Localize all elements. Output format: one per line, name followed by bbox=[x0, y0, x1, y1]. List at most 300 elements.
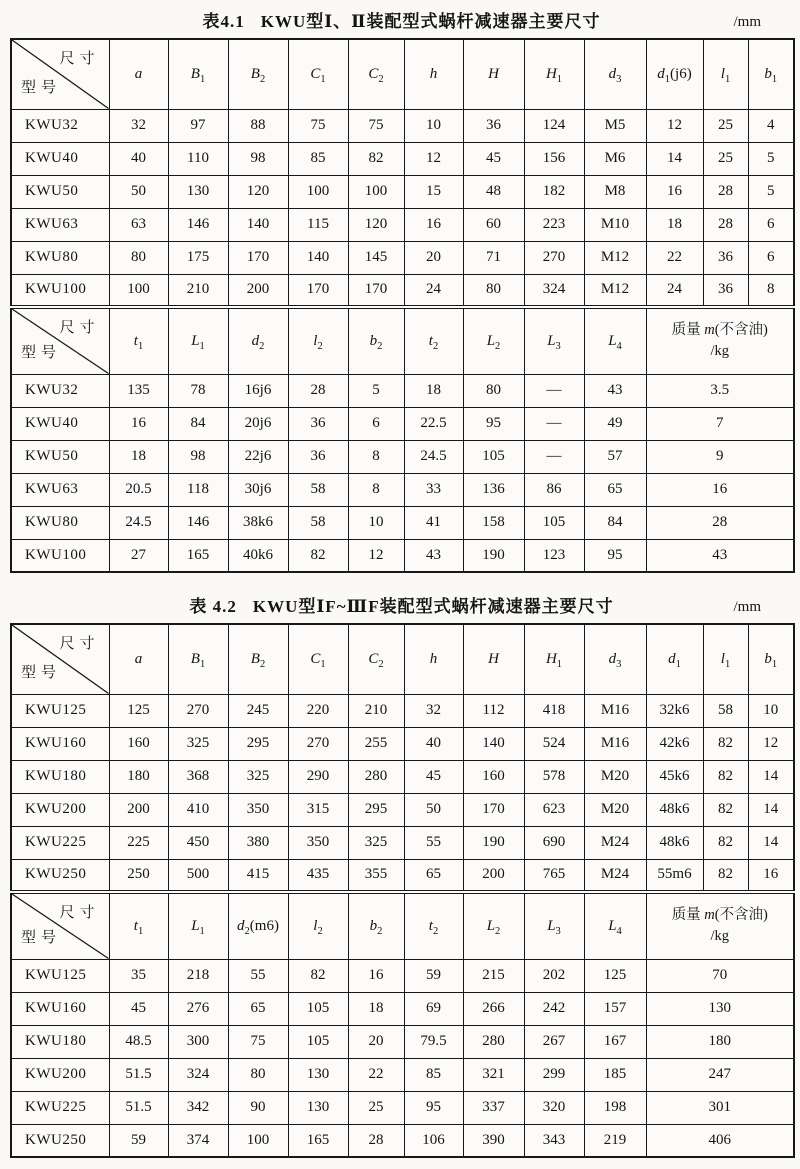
value-cell: 24.5 bbox=[404, 440, 463, 473]
column-header: $L_4$ bbox=[584, 892, 646, 959]
value-cell: 71 bbox=[463, 241, 524, 274]
table-row bbox=[11, 1124, 794, 1157]
value-cell: 100 bbox=[348, 175, 404, 208]
value-cell: 58 bbox=[288, 473, 348, 506]
value-cell: 45k6 bbox=[646, 760, 703, 793]
value-cell: M5 bbox=[584, 109, 646, 142]
value-cell: 290 bbox=[288, 760, 348, 793]
model-cell: KWU200 bbox=[11, 1058, 109, 1091]
value-cell: 49 bbox=[584, 407, 646, 440]
value-cell: 219 bbox=[584, 1124, 646, 1157]
value-cell: 69 bbox=[404, 992, 463, 1025]
value-cell: 156 bbox=[524, 142, 584, 175]
column-header: $L_2$ bbox=[463, 892, 524, 959]
value-cell: 55 bbox=[404, 826, 463, 859]
value-cell: 120 bbox=[348, 208, 404, 241]
unit-label: /mm bbox=[733, 599, 761, 615]
column-header: a bbox=[109, 624, 168, 694]
corner-label-model: 型号 bbox=[21, 345, 62, 362]
value-cell: 80 bbox=[463, 274, 524, 307]
column-header: $d_1(j6)$ bbox=[646, 39, 703, 109]
header-row bbox=[11, 892, 794, 959]
value-cell: 343 bbox=[524, 1124, 584, 1157]
corner-label-dimension: 尺寸 bbox=[59, 51, 100, 67]
value-cell: 63 bbox=[109, 208, 168, 241]
value-cell: 355 bbox=[348, 859, 404, 892]
value-cell: 160 bbox=[109, 727, 168, 760]
value-cell: 157 bbox=[584, 992, 646, 1025]
table-row bbox=[11, 694, 794, 727]
value-cell: 267 bbox=[524, 1025, 584, 1058]
value-cell: 57 bbox=[584, 440, 646, 473]
value-cell: 10 bbox=[348, 506, 404, 539]
caption-number: 表4.1 bbox=[202, 12, 245, 31]
value-cell: 146 bbox=[168, 208, 228, 241]
column-header: H bbox=[463, 624, 524, 694]
caption-number: 表 4.2 bbox=[189, 597, 237, 616]
value-cell: 82 bbox=[703, 760, 748, 793]
value-cell: 390 bbox=[463, 1124, 524, 1157]
value-cell: 59 bbox=[404, 959, 463, 992]
value-cell: 198 bbox=[584, 1091, 646, 1124]
value-cell: 270 bbox=[524, 241, 584, 274]
value-cell: 136 bbox=[463, 473, 524, 506]
column-header: $L_1$ bbox=[168, 307, 228, 374]
value-cell: 210 bbox=[168, 274, 228, 307]
value-cell: M10 bbox=[584, 208, 646, 241]
column-header: $B_2$ bbox=[228, 39, 288, 109]
value-cell: 75 bbox=[228, 1025, 288, 1058]
value-cell: 95 bbox=[584, 539, 646, 572]
model-cell: KWU32 bbox=[11, 374, 109, 407]
table-row bbox=[11, 407, 794, 440]
value-cell: 40 bbox=[404, 727, 463, 760]
model-cell: KWU63 bbox=[11, 208, 109, 241]
value-cell: 82 bbox=[288, 959, 348, 992]
value-cell: 45 bbox=[404, 760, 463, 793]
model-cell: KWU225 bbox=[11, 1091, 109, 1124]
table-row bbox=[11, 1091, 794, 1124]
value-cell: 500 bbox=[168, 859, 228, 892]
value-cell: 200 bbox=[228, 274, 288, 307]
model-cell: KWU200 bbox=[11, 793, 109, 826]
value-cell: 380 bbox=[228, 826, 288, 859]
value-cell: 65 bbox=[404, 859, 463, 892]
value-cell: 55m6 bbox=[646, 859, 703, 892]
model-cell: KWU50 bbox=[11, 440, 109, 473]
value-cell: 36 bbox=[288, 440, 348, 473]
value-cell: 170 bbox=[288, 274, 348, 307]
value-cell: 218 bbox=[168, 959, 228, 992]
value-cell: 16 bbox=[646, 175, 703, 208]
column-header: $L_2$ bbox=[463, 307, 524, 374]
value-cell: M20 bbox=[584, 793, 646, 826]
model-cell: KWU250 bbox=[11, 1124, 109, 1157]
value-cell: 170 bbox=[228, 241, 288, 274]
column-header: $C_1$ bbox=[288, 624, 348, 694]
value-cell: 324 bbox=[524, 274, 584, 307]
value-cell: 18 bbox=[109, 440, 168, 473]
column-header: $t_2$ bbox=[404, 307, 463, 374]
value-cell: 18 bbox=[404, 374, 463, 407]
value-cell: 100 bbox=[228, 1124, 288, 1157]
value-cell: 215 bbox=[463, 959, 524, 992]
value-cell: 88 bbox=[228, 109, 288, 142]
value-cell: 8 bbox=[348, 440, 404, 473]
column-header: $b_1$ bbox=[748, 39, 794, 109]
value-cell: 190 bbox=[463, 826, 524, 859]
value-cell: 12 bbox=[404, 142, 463, 175]
value-cell: 14 bbox=[646, 142, 703, 175]
table-row bbox=[11, 142, 794, 175]
value-cell: 86 bbox=[524, 473, 584, 506]
value-cell: 24.5 bbox=[109, 506, 168, 539]
value-cell: 115 bbox=[288, 208, 348, 241]
value-cell: 8 bbox=[748, 274, 794, 307]
value-cell: 5 bbox=[348, 374, 404, 407]
column-header: $B_1$ bbox=[168, 39, 228, 109]
column-header: $b_2$ bbox=[348, 892, 404, 959]
value-cell: 36 bbox=[288, 407, 348, 440]
value-cell: 85 bbox=[288, 142, 348, 175]
value-cell: M12 bbox=[584, 241, 646, 274]
value-cell: 280 bbox=[463, 1025, 524, 1058]
value-cell: 124 bbox=[524, 109, 584, 142]
column-header: $l_2$ bbox=[288, 307, 348, 374]
column-header: $d_1$ bbox=[646, 624, 703, 694]
value-cell: 38k6 bbox=[228, 506, 288, 539]
model-cell: KWU160 bbox=[11, 727, 109, 760]
table-row bbox=[11, 506, 794, 539]
value-cell: 32k6 bbox=[646, 694, 703, 727]
value-cell: 165 bbox=[168, 539, 228, 572]
value-cell: 220 bbox=[288, 694, 348, 727]
value-cell: 295 bbox=[348, 793, 404, 826]
value-cell: 28 bbox=[348, 1124, 404, 1157]
value-cell: 16 bbox=[348, 959, 404, 992]
value-cell: 167 bbox=[584, 1025, 646, 1058]
value-cell: 20 bbox=[348, 1025, 404, 1058]
value-cell: 82 bbox=[703, 859, 748, 892]
value-cell: 105 bbox=[288, 1025, 348, 1058]
value-cell: 40 bbox=[109, 142, 168, 175]
value-cell: 60 bbox=[463, 208, 524, 241]
mass-header-line2: /kg bbox=[710, 343, 730, 360]
value-cell: 450 bbox=[168, 826, 228, 859]
value-cell: 75 bbox=[348, 109, 404, 142]
model-cell: KWU100 bbox=[11, 274, 109, 307]
value-cell: 18 bbox=[348, 992, 404, 1025]
value-cell: 50 bbox=[404, 793, 463, 826]
column-header: $l_2$ bbox=[288, 892, 348, 959]
value-cell: 578 bbox=[524, 760, 584, 793]
value-cell: 123 bbox=[524, 539, 584, 572]
value-cell: 110 bbox=[168, 142, 228, 175]
column-header: $C_1$ bbox=[288, 39, 348, 109]
value-cell: 280 bbox=[348, 760, 404, 793]
column-header: $B_2$ bbox=[228, 624, 288, 694]
value-cell: 78 bbox=[168, 374, 228, 407]
value-cell: 270 bbox=[288, 727, 348, 760]
value-cell: 105 bbox=[288, 992, 348, 1025]
value-cell: 80 bbox=[463, 374, 524, 407]
table-row bbox=[11, 208, 794, 241]
caption-title: KWU型Ⅰ、Ⅱ装配型式蜗杆减速器主要尺寸 bbox=[260, 12, 601, 31]
value-cell: 765 bbox=[524, 859, 584, 892]
column-header: $t_1$ bbox=[109, 307, 168, 374]
mass-value-cell: 406 bbox=[646, 1124, 794, 1157]
value-cell: 28 bbox=[703, 208, 748, 241]
column-header: $B_1$ bbox=[168, 624, 228, 694]
value-cell: 58 bbox=[703, 694, 748, 727]
column-header: $d_3$ bbox=[584, 624, 646, 694]
value-cell: 130 bbox=[288, 1091, 348, 1124]
value-cell: 5 bbox=[748, 175, 794, 208]
value-cell: 51.5 bbox=[109, 1091, 168, 1124]
value-cell: 435 bbox=[288, 859, 348, 892]
value-cell: 33 bbox=[404, 473, 463, 506]
value-cell: M6 bbox=[584, 142, 646, 175]
value-cell: 255 bbox=[348, 727, 404, 760]
value-cell: 90 bbox=[228, 1091, 288, 1124]
value-cell: M20 bbox=[584, 760, 646, 793]
mass-header-line2: /kg bbox=[710, 928, 730, 945]
value-cell: 45 bbox=[109, 992, 168, 1025]
table-row bbox=[11, 241, 794, 274]
value-cell: M16 bbox=[584, 694, 646, 727]
value-cell: 146 bbox=[168, 506, 228, 539]
column-header-mass bbox=[646, 307, 794, 374]
value-cell: 185 bbox=[584, 1058, 646, 1091]
value-cell: 325 bbox=[168, 727, 228, 760]
value-cell: 24 bbox=[646, 274, 703, 307]
value-cell: 320 bbox=[524, 1091, 584, 1124]
table-row bbox=[11, 473, 794, 506]
value-cell: 130 bbox=[288, 1058, 348, 1091]
value-cell: — bbox=[524, 440, 584, 473]
value-cell: 100 bbox=[109, 274, 168, 307]
model-cell: KWU225 bbox=[11, 826, 109, 859]
mass-value-cell: 3.5 bbox=[646, 374, 794, 407]
value-cell: 315 bbox=[288, 793, 348, 826]
value-cell: 410 bbox=[168, 793, 228, 826]
value-cell: 418 bbox=[524, 694, 584, 727]
value-cell: 95 bbox=[463, 407, 524, 440]
value-cell: 14 bbox=[748, 826, 794, 859]
value-cell: 350 bbox=[288, 826, 348, 859]
table-4-2-caption bbox=[10, 573, 793, 620]
value-cell: 16 bbox=[109, 407, 168, 440]
value-cell: 100 bbox=[288, 175, 348, 208]
value-cell: 170 bbox=[348, 274, 404, 307]
value-cell: 225 bbox=[109, 826, 168, 859]
value-cell: 374 bbox=[168, 1124, 228, 1157]
value-cell: 24 bbox=[404, 274, 463, 307]
model-cell: KWU50 bbox=[11, 175, 109, 208]
table-row bbox=[11, 959, 794, 992]
mass-value-cell: 247 bbox=[646, 1058, 794, 1091]
unit-label: /mm bbox=[733, 14, 761, 30]
value-cell: 202 bbox=[524, 959, 584, 992]
column-header: $l_1$ bbox=[703, 39, 748, 109]
mass-value-cell: 28 bbox=[646, 506, 794, 539]
mass-value-cell: 43 bbox=[646, 539, 794, 572]
column-header: $d_2(m6)$ bbox=[228, 892, 288, 959]
mass-value-cell: 180 bbox=[646, 1025, 794, 1058]
model-cell: KWU160 bbox=[11, 992, 109, 1025]
value-cell: 175 bbox=[168, 241, 228, 274]
model-cell: KWU80 bbox=[11, 506, 109, 539]
value-cell: 43 bbox=[404, 539, 463, 572]
value-cell: 6 bbox=[748, 208, 794, 241]
value-cell: 58 bbox=[288, 506, 348, 539]
value-cell: 200 bbox=[463, 859, 524, 892]
column-header: H bbox=[463, 39, 524, 109]
value-cell: 98 bbox=[168, 440, 228, 473]
model-cell: KWU250 bbox=[11, 859, 109, 892]
value-cell: 80 bbox=[228, 1058, 288, 1091]
value-cell: 82 bbox=[703, 727, 748, 760]
value-cell: M12 bbox=[584, 274, 646, 307]
value-cell: 125 bbox=[109, 694, 168, 727]
value-cell: 125 bbox=[584, 959, 646, 992]
value-cell: 623 bbox=[524, 793, 584, 826]
model-cell: KWU63 bbox=[11, 473, 109, 506]
header-row bbox=[11, 307, 794, 374]
value-cell: — bbox=[524, 407, 584, 440]
value-cell: 28 bbox=[703, 175, 748, 208]
value-cell: 35 bbox=[109, 959, 168, 992]
table-row bbox=[11, 793, 794, 826]
corner-label-dimension: 尺寸 bbox=[59, 905, 100, 921]
value-cell: 10 bbox=[748, 694, 794, 727]
value-cell: 300 bbox=[168, 1025, 228, 1058]
table-row bbox=[11, 440, 794, 473]
value-cell: 140 bbox=[288, 241, 348, 274]
value-cell: 41 bbox=[404, 506, 463, 539]
corner-label-dimension: 尺寸 bbox=[59, 636, 100, 652]
corner-header-cell bbox=[11, 624, 109, 694]
value-cell: 48 bbox=[463, 175, 524, 208]
value-cell: 65 bbox=[228, 992, 288, 1025]
value-cell: 350 bbox=[228, 793, 288, 826]
value-cell: 95 bbox=[404, 1091, 463, 1124]
value-cell: 270 bbox=[168, 694, 228, 727]
value-cell: 182 bbox=[524, 175, 584, 208]
column-header: h bbox=[404, 39, 463, 109]
value-cell: 105 bbox=[463, 440, 524, 473]
table-row bbox=[11, 826, 794, 859]
value-cell: 295 bbox=[228, 727, 288, 760]
value-cell: 22.5 bbox=[404, 407, 463, 440]
value-cell: 36 bbox=[463, 109, 524, 142]
value-cell: 5 bbox=[748, 142, 794, 175]
value-cell: 16 bbox=[404, 208, 463, 241]
diagonal-divider-line bbox=[12, 309, 109, 374]
table-row bbox=[11, 274, 794, 307]
value-cell: 16 bbox=[748, 859, 794, 892]
column-header: $L_4$ bbox=[584, 307, 646, 374]
value-cell: 75 bbox=[288, 109, 348, 142]
value-cell: 130 bbox=[168, 175, 228, 208]
table-row bbox=[11, 1058, 794, 1091]
diagonal-divider-line bbox=[12, 894, 109, 959]
value-cell: 43 bbox=[584, 374, 646, 407]
value-cell: 20j6 bbox=[228, 407, 288, 440]
value-cell: 22 bbox=[348, 1058, 404, 1091]
value-cell: 324 bbox=[168, 1058, 228, 1091]
value-cell: 82 bbox=[288, 539, 348, 572]
column-header: $l_1$ bbox=[703, 624, 748, 694]
value-cell: 299 bbox=[524, 1058, 584, 1091]
value-cell: 22j6 bbox=[228, 440, 288, 473]
value-cell: 82 bbox=[348, 142, 404, 175]
model-cell: KWU80 bbox=[11, 241, 109, 274]
value-cell: 48.5 bbox=[109, 1025, 168, 1058]
value-cell: 22 bbox=[646, 241, 703, 274]
value-cell: 4 bbox=[748, 109, 794, 142]
value-cell: 84 bbox=[584, 506, 646, 539]
value-cell: 266 bbox=[463, 992, 524, 1025]
value-cell: 342 bbox=[168, 1091, 228, 1124]
table-4-1-caption bbox=[10, 0, 793, 35]
column-header: $H_1$ bbox=[524, 39, 584, 109]
column-header: $C_2$ bbox=[348, 624, 404, 694]
column-header: $t_1$ bbox=[109, 892, 168, 959]
mass-value-cell: 7 bbox=[646, 407, 794, 440]
value-cell: 36 bbox=[703, 274, 748, 307]
value-cell: 55 bbox=[228, 959, 288, 992]
value-cell: 51.5 bbox=[109, 1058, 168, 1091]
mass-value-cell: 9 bbox=[646, 440, 794, 473]
value-cell: 145 bbox=[348, 241, 404, 274]
mass-value-cell: 70 bbox=[646, 959, 794, 992]
value-cell: 190 bbox=[463, 539, 524, 572]
value-cell: 14 bbox=[748, 793, 794, 826]
table-4-1-host bbox=[0, 38, 800, 573]
value-cell: 245 bbox=[228, 694, 288, 727]
column-header: $t_2$ bbox=[404, 892, 463, 959]
table-4-1 bbox=[10, 38, 795, 573]
value-cell: 28 bbox=[288, 374, 348, 407]
header-row bbox=[11, 624, 794, 694]
value-cell: 32 bbox=[109, 109, 168, 142]
table-row bbox=[11, 175, 794, 208]
column-header: $L_3$ bbox=[524, 892, 584, 959]
value-cell: 325 bbox=[228, 760, 288, 793]
value-cell: 25 bbox=[703, 142, 748, 175]
corner-label-model: 型号 bbox=[21, 930, 62, 947]
value-cell: 45 bbox=[463, 142, 524, 175]
value-cell: 36 bbox=[703, 241, 748, 274]
value-cell: 10 bbox=[404, 109, 463, 142]
column-header: a bbox=[109, 39, 168, 109]
value-cell: 15 bbox=[404, 175, 463, 208]
table-row bbox=[11, 374, 794, 407]
value-cell: 6 bbox=[748, 241, 794, 274]
value-cell: 84 bbox=[168, 407, 228, 440]
value-cell: 79.5 bbox=[404, 1025, 463, 1058]
value-cell: 20 bbox=[404, 241, 463, 274]
value-cell: 160 bbox=[463, 760, 524, 793]
value-cell: 59 bbox=[109, 1124, 168, 1157]
value-cell: 80 bbox=[109, 241, 168, 274]
mass-value-cell: 301 bbox=[646, 1091, 794, 1124]
table-row bbox=[11, 539, 794, 572]
value-cell: 337 bbox=[463, 1091, 524, 1124]
value-cell: 158 bbox=[463, 506, 524, 539]
corner-header-cell bbox=[11, 39, 109, 109]
